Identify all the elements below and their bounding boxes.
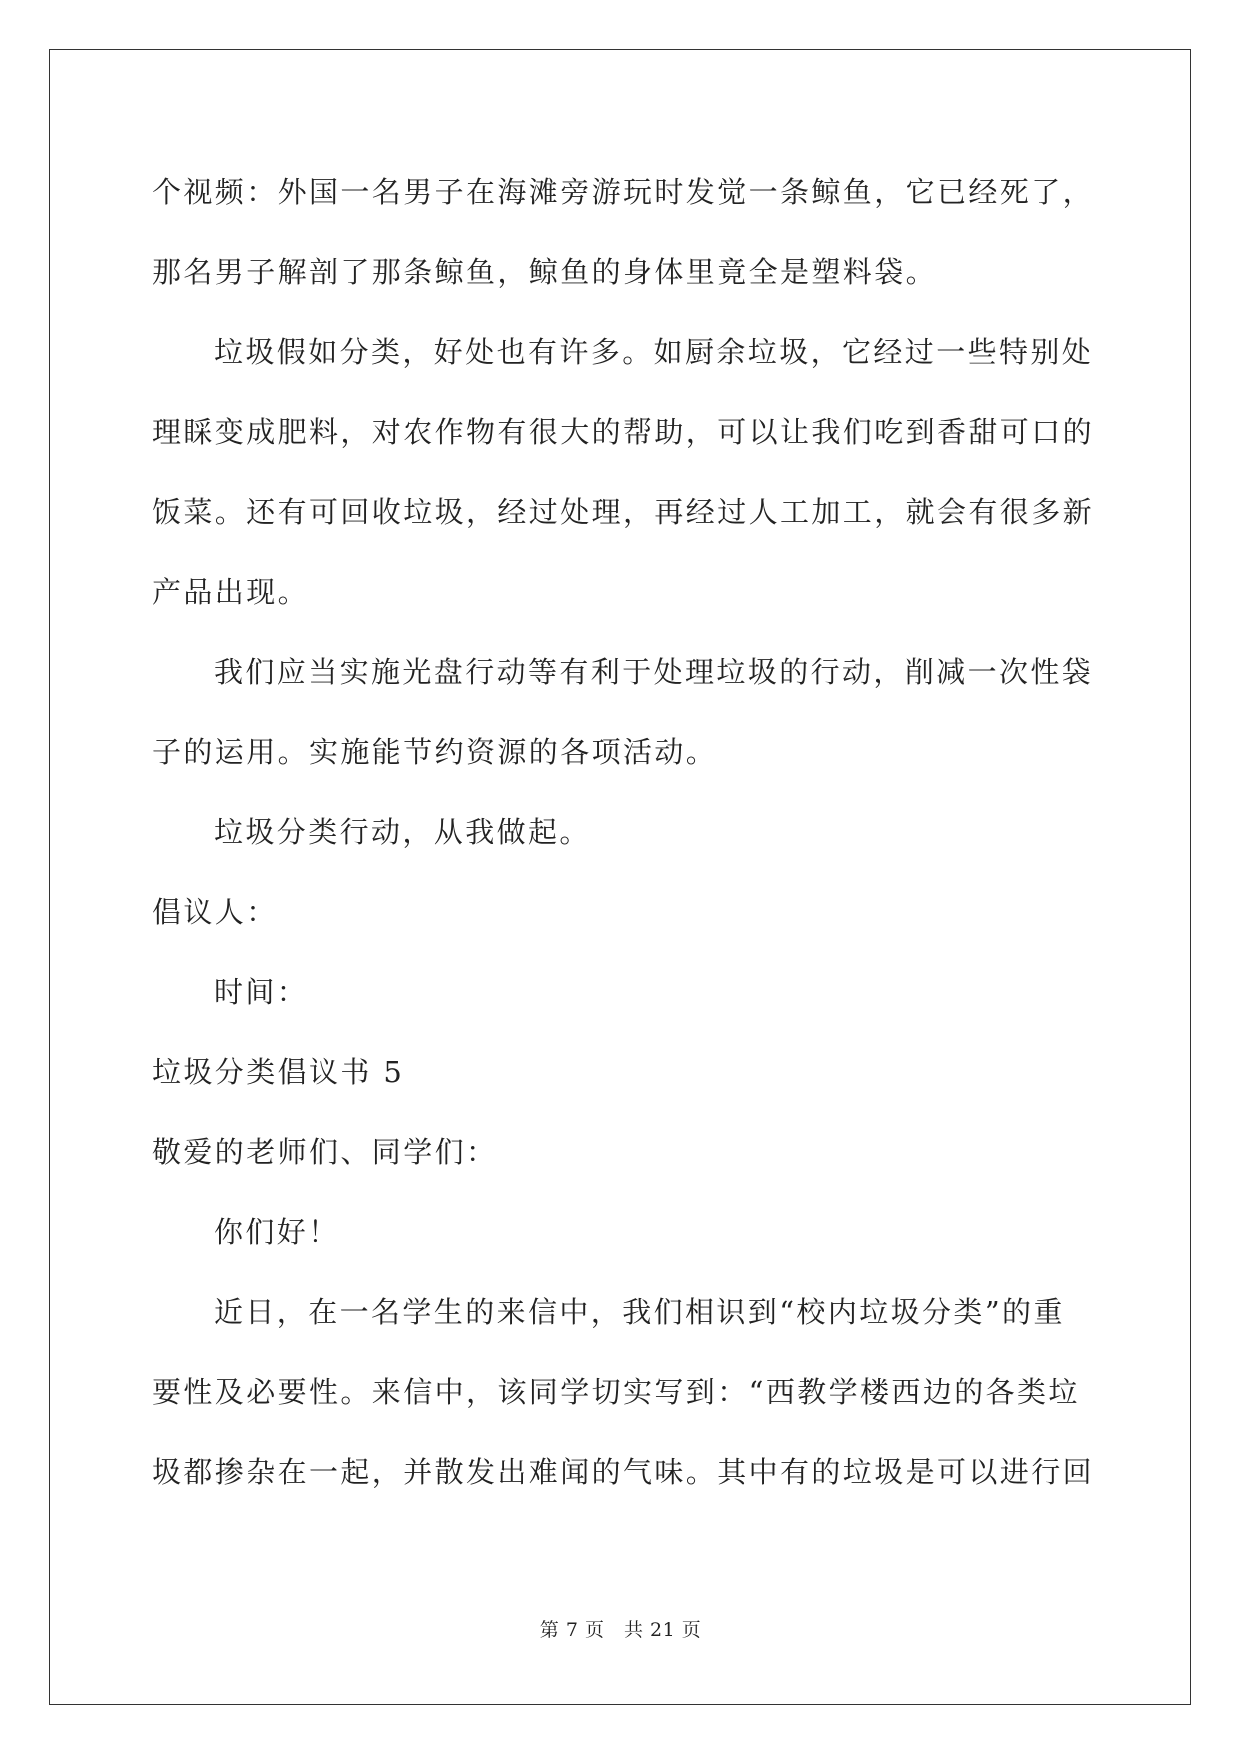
body-text-line: 垃圾分类行动，从我做起。: [214, 815, 591, 849]
body-text-line: 近日，在一名学生的来信中，我们相识到“校内垃圾分类”的重: [214, 1295, 1065, 1329]
body-text-line: 个视频：外国一名男子在海滩旁游玩时发觉一条鲸鱼，它已经死了，: [152, 175, 1095, 209]
body-text-line: 圾都掺杂在一起，并散发出难闻的气味。其中有的垃圾是可以进行回: [152, 1455, 1095, 1489]
body-text-line: 理睬变成肥料，对农作物有很大的帮助，可以让我们吃到香甜可口的: [152, 415, 1095, 449]
body-text-line: 垃圾假如分类，好处也有许多。如厨余垃圾，它经过一些特别处: [214, 335, 1094, 369]
page-number-footer: 第 7 页 共 21 页: [539, 1619, 702, 1641]
body-text-line: 要性及必要性。来信中，该同学切实写到：“西教学楼西边的各类垃: [152, 1375, 1080, 1409]
proposer-label: 倡议人：: [152, 895, 278, 929]
body-text-line: 那名男子解剖了那条鲸鱼，鲸鱼的身体里竟全是塑料袋。: [152, 255, 938, 289]
body-text-line: 饭菜。还有可回收垃圾，经过处理，再经过人工加工，就会有很多新: [152, 495, 1095, 529]
body-text-line: 子的运用。实施能节约资源的各项活动。: [152, 735, 718, 769]
greeting: 你们好！: [214, 1215, 340, 1249]
body-text-line: 我们应当实施光盘行动等有利于处理垃圾的行动，削减一次性袋: [214, 655, 1094, 689]
body-text-line: 产品出现。: [152, 575, 310, 609]
date-label: 时间：: [214, 975, 309, 1009]
salutation: 敬爱的老师们、同学们：: [152, 1135, 498, 1169]
section-title: 垃圾分类倡议书 5: [152, 1055, 405, 1089]
